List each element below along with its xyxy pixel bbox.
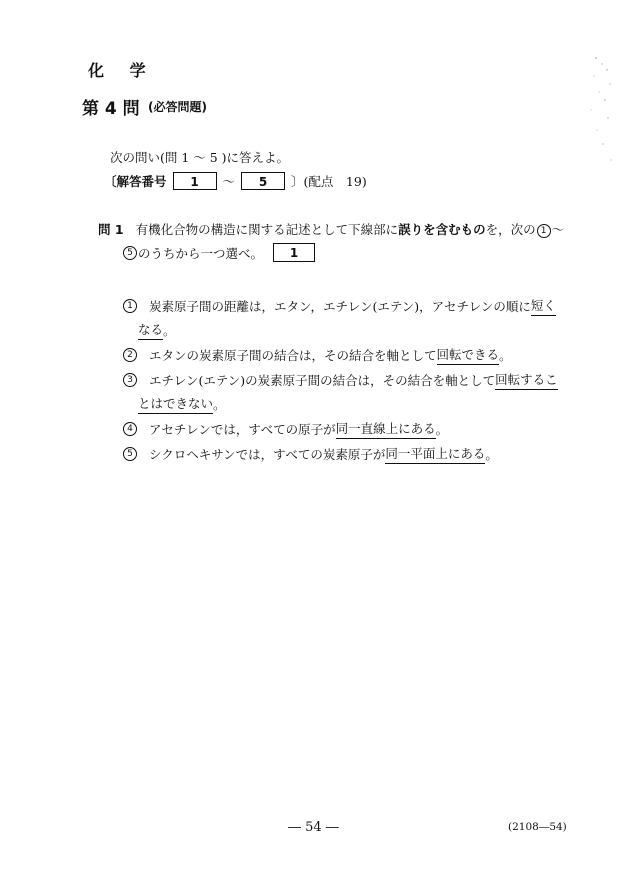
choice-4-text: アセチレンでは，すべての原子が xyxy=(149,422,336,437)
question-1-text-b: を，次の xyxy=(485,222,536,237)
choice-1-underlined-cont: なる xyxy=(138,320,163,340)
choice-4-tail: 。 xyxy=(435,422,449,437)
choice-3-underlined: 回転するこ xyxy=(495,370,558,390)
answer-box-end: 5 xyxy=(241,172,285,190)
choice-3-underlined-cont: とはできない xyxy=(138,394,213,414)
choice-5-text: シクロヘキサンでは，すべての炭素原子が xyxy=(149,447,386,462)
question-1-line2-text: のうちから一つ選べ。 xyxy=(138,245,264,261)
question-1-number: 問 1 xyxy=(98,222,124,237)
choice-1-underlined: 短く xyxy=(531,296,556,316)
circled-number-icon: 5 xyxy=(123,447,137,461)
circled-number-icon: 1 xyxy=(123,299,137,313)
choice-2-underlined: 回転できる xyxy=(437,345,500,365)
choice-1-continued xyxy=(138,320,176,340)
question-note: (必答問題) xyxy=(148,100,207,114)
question-1-emphasis: 誤りを含むもの xyxy=(398,222,486,237)
choice-3-continued xyxy=(138,394,226,414)
question-1-tilde: ～ xyxy=(551,222,565,237)
choice-4-underlined: 同一直線上にある xyxy=(336,419,436,439)
question-1-answer-box: 1 xyxy=(273,243,315,262)
choice-2 xyxy=(122,345,512,365)
answer-box-start: 1 xyxy=(173,172,217,190)
circled-number-icon: 2 xyxy=(123,348,137,362)
page-code: (2108―54) xyxy=(508,821,567,833)
answer-range-tilde: ～ xyxy=(222,174,236,189)
answer-range-label: 〔解答番号 xyxy=(104,174,167,189)
choice-3-text: エチレン(エテン)の炭素原子間の結合は，その結合を軸として xyxy=(149,373,496,388)
choice-2-tail: 。 xyxy=(499,348,512,363)
circled-number-icon: 1 xyxy=(537,224,551,238)
choice-2-text: エタンの炭素原子間の結合は，その結合を軸として xyxy=(149,348,437,363)
choice-5-tail: 。 xyxy=(485,447,498,462)
question-1-line1 xyxy=(98,220,564,238)
question-title: 第 4 問 xyxy=(82,99,140,119)
question-1-text-a: 有機化合物の構造に関する記述として下線部に xyxy=(135,222,399,237)
circled-number-icon: 4 xyxy=(123,422,137,436)
points-text: 〕(配点 19) xyxy=(291,174,367,189)
choice-5 xyxy=(122,444,498,464)
circled-number-icon: 3 xyxy=(123,373,137,387)
choice-3-tail: 。 xyxy=(213,397,226,412)
answer-number-range xyxy=(104,170,367,192)
page-number: ― 54 ― xyxy=(288,820,339,835)
choice-3 xyxy=(122,370,558,390)
question-1-line2 xyxy=(122,243,315,262)
scan-speckles xyxy=(536,40,616,200)
choice-5-underlined: 同一平面上にある xyxy=(385,444,485,464)
subject-heading: 化 学 xyxy=(88,61,156,80)
choice-1-tail: 。 xyxy=(163,323,176,338)
circled-number-icon: 5 xyxy=(123,246,137,260)
choice-1 xyxy=(122,296,556,316)
choice-1-text: 炭素原子間の距離は，エタン，エチレン(エテン)，アセチレンの順に xyxy=(149,299,531,314)
question-instruction: 次の問い(問 1 ～ 5 )に答えよ。 xyxy=(110,150,290,165)
choice-4 xyxy=(122,419,448,439)
